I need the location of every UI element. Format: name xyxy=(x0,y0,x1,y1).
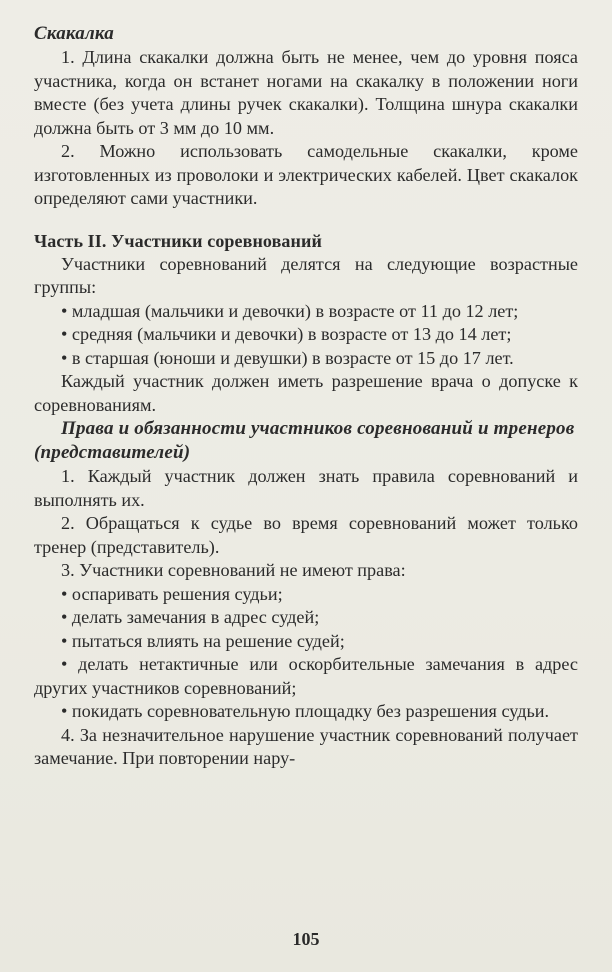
paragraph: 1. Каждый участник должен знать правила соревнований и выполнять их. xyxy=(34,466,578,510)
paragraph: Участники соревнований делятся на следующие возрастные группы: xyxy=(34,253,578,297)
paragraph: 4. За незначительное нарушение участник соревнований получает замечание. При повторении нару- xyxy=(34,724,578,768)
list-item: • средняя (мальчики и девочки) в возрасте от 13 до 14 лет; xyxy=(61,324,512,344)
list-item: • делать нетактичные или оскорбительные замечания в адрес других участников соревнований; xyxy=(34,654,578,698)
paragraph: 2. Обращаться к судье во время соревнований может только тренер (представитель). xyxy=(34,513,578,557)
list-item: • в старшая (юноши и девушки) в возрасте от 15 до 17 лет. xyxy=(61,347,514,368)
section-heading-participants: Часть II. Участники соревнований xyxy=(34,230,322,251)
paragraph: Каждый участник должен иметь разрешение врача о допуске к соревнованиям. xyxy=(34,371,578,415)
page-number: 105 xyxy=(292,929,320,949)
paragraph: 1. Длина скакалки должна быть не менее, чем до уровня пояса участника, когда он встанет ногами на скакалку в положении ноги вместе (без учета длины ручек скакалки). Толщина шнура скакалки должна быть от 3 мм до 10 мм. xyxy=(34,47,578,138)
section-heading-rights: Права и обязанности участников соревнований и тренеров (представителей) xyxy=(34,418,575,463)
list-item: • покидать соревновательную площадку без разрешения судьи. xyxy=(61,701,550,721)
list-item: • оспаривать решения судьи; xyxy=(61,583,283,604)
paragraph: 3. Участники соревнований не имеют права: xyxy=(61,560,406,580)
list-item: • младшая (мальчики и девочки) в возрасте от 11 до 12 лет; xyxy=(61,300,519,321)
paragraph: 2. Можно использовать самодельные скакалки, кроме изготовленных из проволоки и электрических кабелей. Цвет скакалок определяют сами участники. xyxy=(34,141,578,208)
list-item: • пытаться влиять на решение судей; xyxy=(61,630,345,651)
section-heading-jump-rope: Скакалка xyxy=(34,23,114,44)
list-item: • делать замечания в адрес судей; xyxy=(61,607,320,627)
